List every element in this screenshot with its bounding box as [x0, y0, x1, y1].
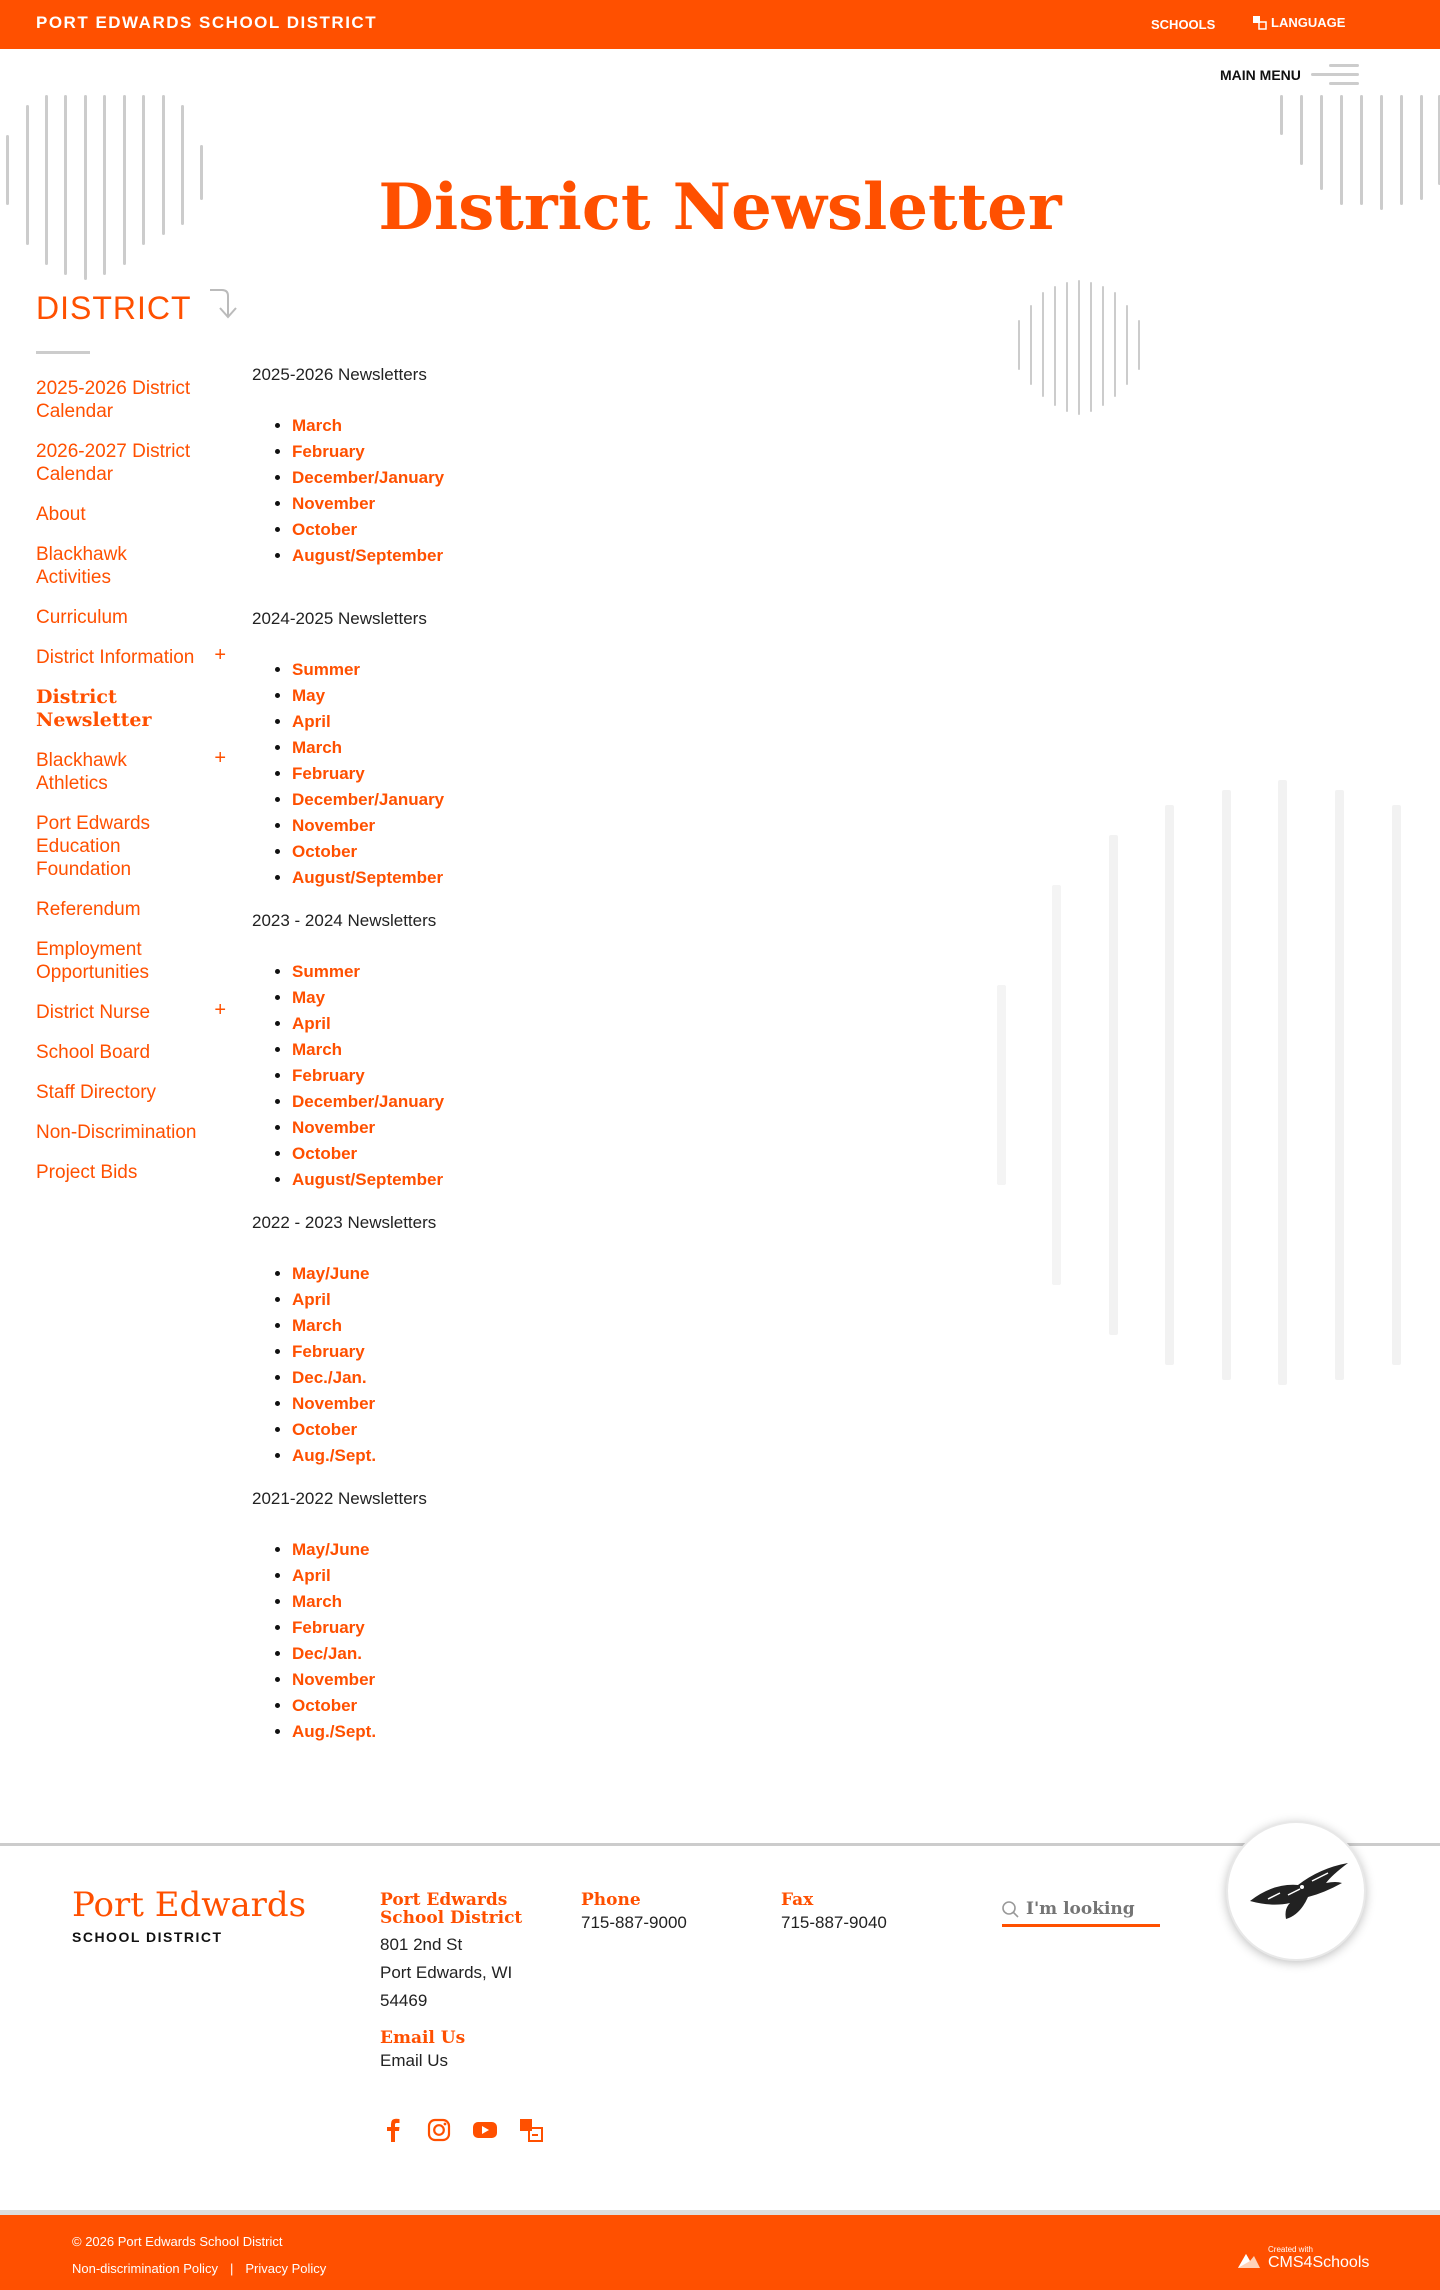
sidebar-item[interactable]	[36, 1001, 226, 1024]
newsletter-list	[252, 1537, 852, 1745]
newsletter-link[interactable]: • Aug./Sept.	[292, 1719, 852, 1745]
newsletter-link[interactable]: • May	[292, 683, 852, 709]
sidebar-item-label: Staff Directory	[36, 1082, 157, 1103]
newsletter-list	[252, 413, 852, 569]
translate-icon[interactable]	[518, 2117, 544, 2143]
sidebar-item-label: Employment Opportunities	[36, 939, 150, 983]
arrow-down-right-icon	[206, 286, 244, 322]
sidebar-nav	[36, 377, 226, 1201]
newsletter-section-heading: 2023 - 2024 Newsletters	[252, 911, 437, 930]
newsletter-link[interactable]: • November	[292, 1391, 852, 1417]
newsletter-link[interactable]: • April	[292, 1563, 852, 1589]
address-heading: Port Edwards School District	[380, 1890, 523, 1928]
newsletter-link[interactable]: • February	[292, 1339, 852, 1365]
newsletter-link[interactable]: • Aug./Sept.	[292, 1443, 852, 1469]
sidebar-item-label: Non-Discrimination	[36, 1122, 197, 1143]
sidebar-item[interactable]	[36, 1161, 226, 1184]
newsletter-link[interactable]: • October	[292, 1693, 852, 1719]
sidebar-item-label: Referendum	[36, 899, 141, 920]
newsletter-link[interactable]: • February	[292, 1063, 852, 1089]
sidebar-item-label: About	[36, 504, 86, 525]
sidebar-divider	[36, 351, 90, 354]
language-button[interactable]	[1253, 15, 1345, 30]
hamburger-icon	[1311, 60, 1359, 90]
cms-logo-icon	[1236, 2248, 1262, 2270]
copyright-text: © 2026 Port Edwards School District	[72, 2234, 283, 2249]
fax-number: 715-887-9040	[781, 1913, 887, 1932]
newsletter-link[interactable]: • August/September	[292, 1167, 852, 1193]
sidebar-item-label: 2025-2026 District Calendar	[36, 378, 191, 422]
newsletter-link[interactable]: • August/September	[292, 865, 852, 891]
footer-address	[380, 1891, 540, 2075]
link-separator: |	[229, 2261, 234, 2276]
footer-search	[1002, 1893, 1160, 1927]
newsletter-section-heading: 2022 - 2023 Newsletters	[252, 1213, 437, 1232]
sidebar-item-label: Blackhawk Activities	[36, 544, 127, 588]
expand-plus-icon[interactable]: +	[214, 747, 226, 769]
newsletter-link[interactable]: • Summer	[292, 959, 852, 985]
newsletter-link[interactable]: • May	[292, 985, 852, 1011]
sidebar-item[interactable]	[36, 543, 226, 589]
newsletter-link[interactable]: • November	[292, 1115, 852, 1141]
social-links	[380, 2117, 544, 2143]
newsletter-link[interactable]: • March	[292, 413, 852, 439]
newsletter-section-heading: 2021-2022 Newsletters	[252, 1489, 427, 1508]
footer-divider	[0, 1843, 1440, 1846]
newsletter-link[interactable]: • October	[292, 1141, 852, 1167]
phone-number[interactable]: 715-887-9000	[581, 1913, 687, 1932]
address-line1: 801 2nd St	[380, 1935, 463, 1954]
sidebar-item[interactable]	[36, 377, 226, 423]
newsletter-link[interactable]: • February	[292, 761, 852, 787]
non-discrimination-link[interactable]: Non-discrimination Policy	[72, 2261, 218, 2276]
search-input[interactable]	[1026, 1899, 1156, 1919]
newsletter-section	[252, 1489, 852, 1745]
sidebar-item[interactable]	[36, 686, 226, 732]
facebook-icon[interactable]	[380, 2117, 406, 2143]
cms4schools-logo[interactable]	[1236, 2245, 1369, 2272]
sidebar-item[interactable]	[36, 1081, 226, 1104]
newsletter-link[interactable]: • November	[292, 813, 852, 839]
address-line2: Port Edwards, WI	[380, 1963, 513, 1982]
sidebar-item-label: Blackhawk Athletics	[36, 750, 127, 794]
newsletter-link[interactable]: • December/January	[292, 787, 852, 813]
instagram-icon[interactable]	[426, 2117, 452, 2143]
footer-logo-title[interactable]: Port Edwards	[72, 1885, 307, 1925]
newsletter-link[interactable]: • Dec/Jan.	[292, 1641, 852, 1667]
main-menu-button[interactable]	[1220, 60, 1359, 90]
sidebar-item[interactable]	[36, 938, 226, 984]
newsletter-link[interactable]: • April	[292, 1011, 852, 1037]
newsletter-link[interactable]: • October	[292, 517, 852, 543]
newsletter-section	[252, 1213, 852, 1469]
newsletter-link[interactable]: • November	[292, 491, 852, 517]
hawk-logo-icon	[1228, 1823, 1368, 1963]
newsletter-link[interactable]: • April	[292, 1287, 852, 1313]
youtube-icon[interactable]	[472, 2117, 498, 2143]
newsletter-section-heading: 2025-2026 Newsletters	[252, 365, 427, 384]
translate-icon	[1253, 16, 1267, 30]
search-icon[interactable]	[1002, 1900, 1020, 1918]
top-bar	[0, 0, 1440, 49]
blackhawk-logo-badge[interactable]	[1226, 1821, 1366, 1961]
sidebar-item[interactable]	[36, 503, 226, 526]
sidebar-item-label: Port Edwards Education Foundation	[36, 813, 151, 880]
newsletter-list	[252, 959, 852, 1193]
footer-logo-subtitle: SCHOOL DISTRICT	[72, 1929, 223, 1945]
sidebar-item[interactable]	[36, 440, 226, 486]
cms-name: CMS4Schools	[1268, 2254, 1370, 2271]
newsletter-link[interactable]: • May/June	[292, 1261, 852, 1287]
newsletter-section	[252, 609, 852, 891]
newsletter-link[interactable]: • March	[292, 1313, 852, 1339]
address-line3: 54469	[380, 1991, 428, 2010]
sidebar-item-label: District Newsletter	[36, 686, 152, 731]
newsletter-link[interactable]: • December/January	[292, 1089, 852, 1115]
sidebar-item[interactable]	[36, 1041, 226, 1064]
footer-phone	[581, 1891, 687, 1937]
newsletter-section-heading: 2024-2025 Newsletters	[252, 609, 427, 628]
newsletter-link[interactable]: • November	[292, 1667, 852, 1693]
bottom-bar	[0, 2210, 1440, 2290]
newsletter-link[interactable]: • October	[292, 1417, 852, 1443]
page-title: District Newsletter	[378, 170, 1062, 245]
sidebar-item[interactable]	[36, 606, 226, 629]
decorative-lines-right-large	[995, 780, 1440, 1385]
newsletter-link[interactable]: • April	[292, 709, 852, 735]
expand-plus-icon[interactable]: +	[214, 999, 226, 1021]
sidebar-item-label: 2026-2027 District Calendar	[36, 441, 191, 485]
sidebar-item[interactable]	[36, 812, 226, 881]
cms-created-with: Created with	[1268, 2245, 1313, 2254]
sidebar-item[interactable]	[36, 1121, 226, 1144]
newsletter-link[interactable]: • October	[292, 839, 852, 865]
sidebar-item[interactable]	[36, 749, 226, 795]
sidebar-item-label: District Nurse	[36, 1002, 151, 1023]
newsletter-list	[252, 657, 852, 891]
schools-link[interactable]: SCHOOLS	[1151, 17, 1216, 32]
decorative-lines-right-mid	[1015, 280, 1155, 420]
sidebar-heading	[36, 290, 244, 327]
newsletter-list	[252, 1261, 852, 1469]
newsletter-link[interactable]: • August/September	[292, 543, 852, 569]
sidebar-item-label: School Board	[36, 1042, 151, 1063]
sidebar-item-label: Project Bids	[36, 1162, 138, 1183]
email-link[interactable]: Email Us	[380, 2051, 449, 2070]
sidebar-item[interactable]	[36, 898, 226, 921]
newsletter-link[interactable]: • Summer	[292, 657, 852, 683]
newsletter-content	[252, 365, 852, 1765]
newsletter-link[interactable]: • March	[292, 735, 852, 761]
newsletter-link[interactable]: • December/January	[292, 465, 852, 491]
expand-plus-icon[interactable]: +	[214, 644, 226, 666]
newsletter-link[interactable]: • February	[292, 1615, 852, 1641]
newsletter-link[interactable]: • February	[292, 439, 852, 465]
district-name[interactable]: PORT EDWARDS SCHOOL DISTRICT	[36, 13, 378, 32]
fax-heading: Fax	[781, 1890, 814, 1910]
language-label: LANGUAGE	[1271, 15, 1346, 30]
sidebar-item-label: Curriculum	[36, 607, 128, 628]
footer-fax	[781, 1891, 887, 1937]
email-heading: Email Us	[380, 2028, 466, 2048]
main-menu-label: MAIN MENU	[1220, 67, 1301, 83]
privacy-policy-link[interactable]: Privacy Policy	[245, 2261, 327, 2276]
phone-heading: Phone	[581, 1890, 641, 1910]
newsletter-section	[252, 911, 852, 1193]
newsletter-link[interactable]: • May/June	[292, 1537, 852, 1563]
footer-links	[72, 2261, 326, 2276]
newsletter-link[interactable]: • Dec./Jan.	[292, 1365, 852, 1391]
sidebar-heading-text: DISTRICT	[36, 290, 192, 326]
newsletter-link[interactable]: • March	[292, 1037, 852, 1063]
sidebar-item-label: District Information	[36, 647, 195, 668]
newsletter-link[interactable]: • March	[292, 1589, 852, 1615]
sidebar-item[interactable]	[36, 646, 226, 669]
newsletter-section	[252, 365, 852, 569]
